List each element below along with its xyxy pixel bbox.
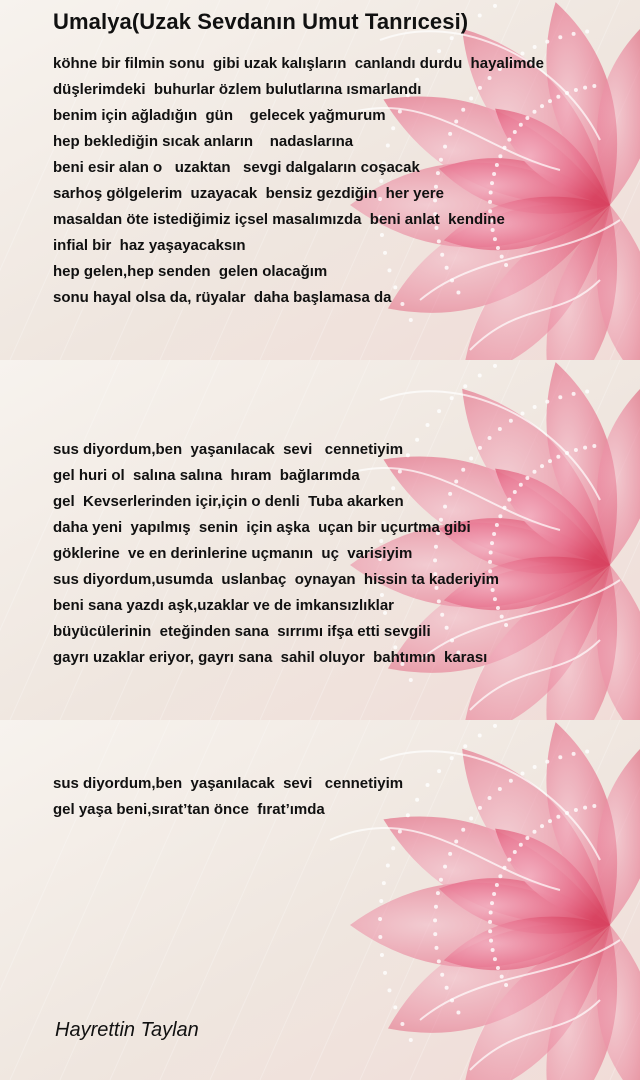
poem-line: sonu hayal olsa da, rüyalar daha başlamasa da xyxy=(53,289,392,306)
poem-line: düşlerimdeki buhurlar özlem bulutlarına ısmarlandı xyxy=(53,81,422,98)
stanza-3 xyxy=(53,771,403,823)
stanza-2 xyxy=(53,437,499,671)
poem-line: daha yeni yapılmış senin için aşka uçan bir uçurtma gibi xyxy=(53,519,471,536)
poem-title: Umalya(Uzak Sevdanın Umut Tanrıcesi) xyxy=(53,9,469,34)
poem-line: gel huri ol salına salına hıram bağlarımda xyxy=(53,467,360,484)
poem-line: sus diyordum,usumda uslanbaç oynayan hissin ta kaderiyim xyxy=(53,571,499,588)
poem-line: beni sana yazdı aşk,uzaklar ve de imkansızlıklar xyxy=(53,597,395,614)
poem-line: gel Kevserlerinden içir,için o denli Tuba akarken xyxy=(53,493,404,510)
poem-line: göklerine ve en derinlerine uçmanın uç varisiyim xyxy=(53,545,413,562)
poem-line: benim için ağladığın gün gelecek yağmurum xyxy=(53,107,386,124)
poem-line: gayrı uzaklar eriyor, gayrı sana sahil oluyor bahtımın karası xyxy=(53,649,488,666)
poem-line: beni esir alan o uzaktan sevgi dalgaların coşacak xyxy=(53,159,420,176)
poem-line: sarhoş gölgelerim uzayacak bensiz gezdiğin her yere xyxy=(53,185,444,202)
poem-line: masaldan öte istediğimiz içsel masalımızda beni anlat kendine xyxy=(53,211,505,228)
poem-line: büyücülerinin eteğinden sana sırrımı ifşa etti sevgili xyxy=(53,623,431,640)
poem-line: gel yaşa beni,sırat’tan önce fırat’ımda xyxy=(53,801,325,818)
poem-line: köhne bir filmin sonu gibi uzak kalışların canlandı durdu hayalimde xyxy=(53,55,544,72)
poem-author: Hayrettin Taylan xyxy=(55,1019,199,1041)
poem-line: hep beklediğin sıcak anların nadaslarına xyxy=(53,133,354,150)
poem-line: hep gelen,hep senden gelen olacağım xyxy=(53,263,328,280)
poem-line: sus diyordum,ben yaşanılacak sevi cennetiyim xyxy=(53,441,404,458)
poem-line: infial bir haz yaşayacaksın xyxy=(53,237,246,254)
stanza-1 xyxy=(53,51,544,311)
poem-line: sus diyordum,ben yaşanılacak sevi cennetiyim xyxy=(53,775,404,792)
